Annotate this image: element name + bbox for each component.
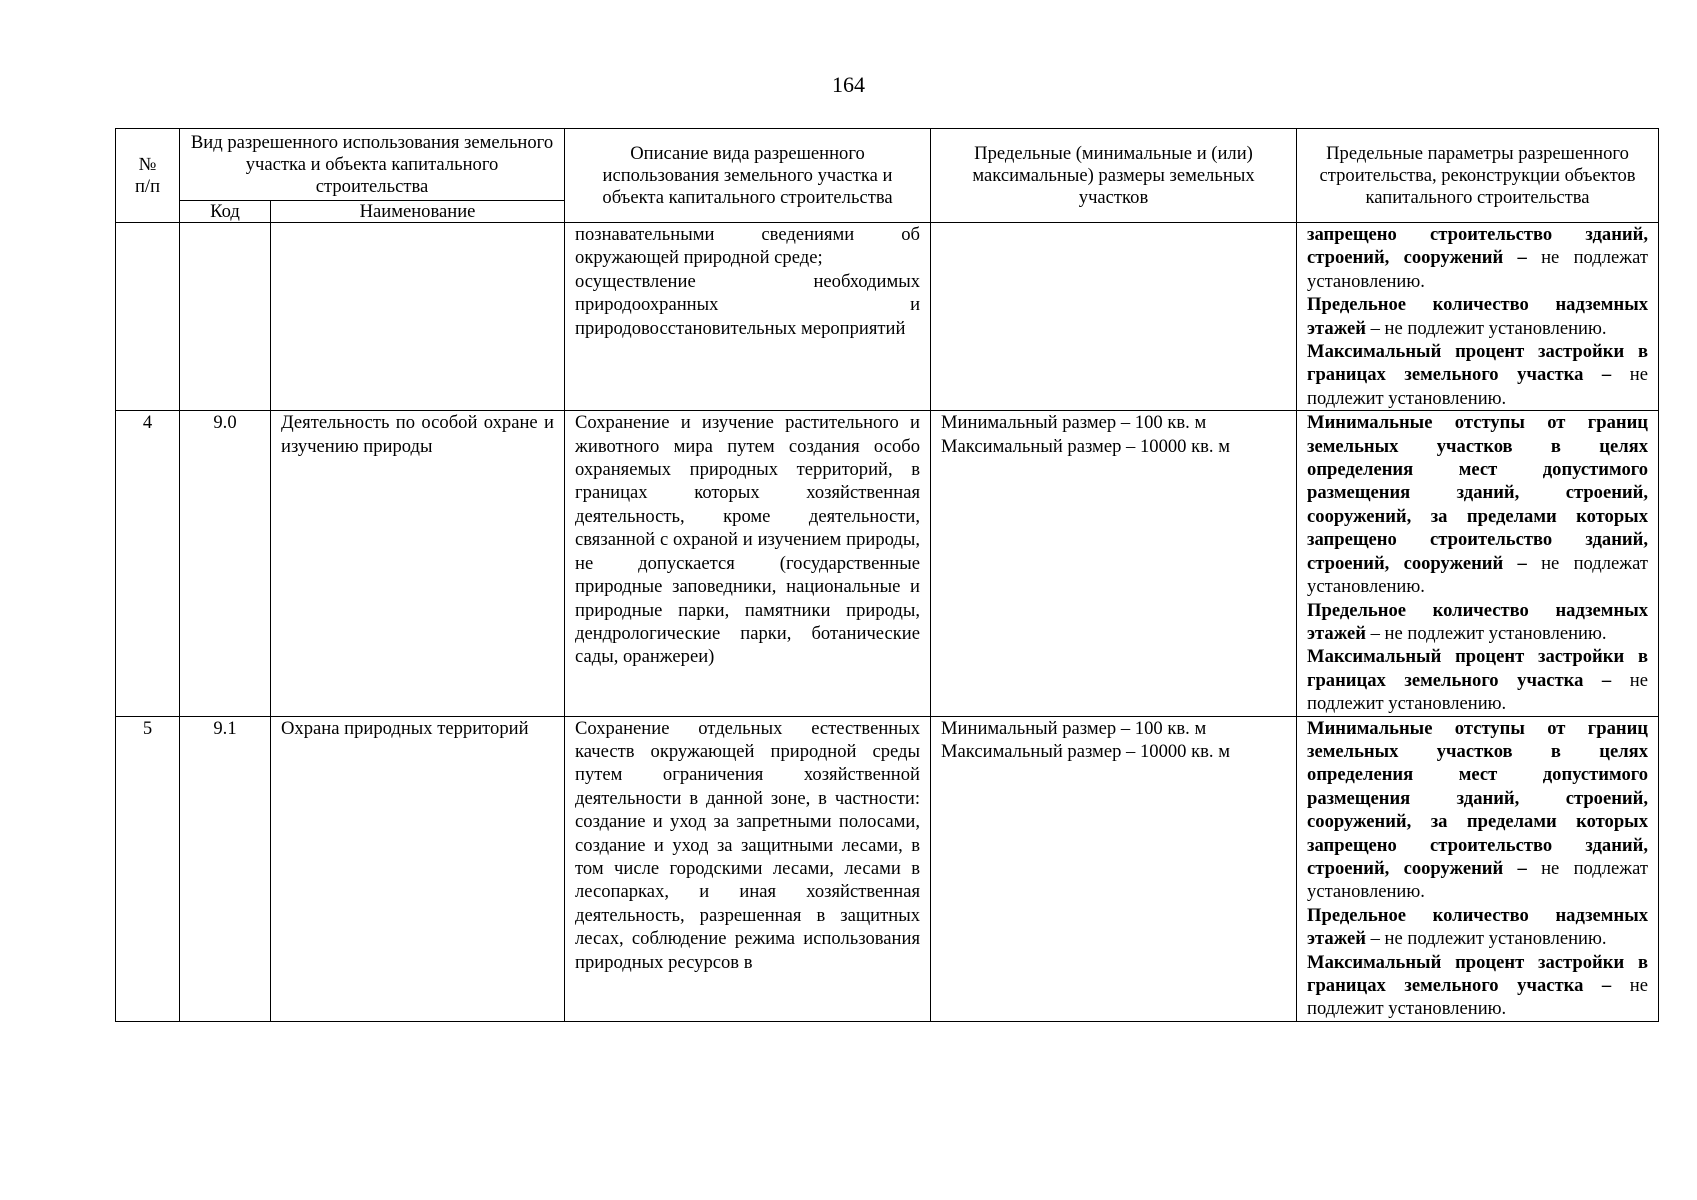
cell-parametry [1297,223,1659,411]
cell-razmery [931,223,1297,411]
cell-num: 5 [116,716,180,1021]
cell-num: 4 [116,411,180,716]
parametr-paragraph [1307,411,1648,598]
opisanie-paragraph: Сохранение отдельных естественных качеств окружающей природной среды путем ограничения хозяйственной деятельности в данной зоне, в частности: создание и уход за запретными полосами, создание и уход за защитными лесами, в том числе городскими лесами, лесами в лесопарках, и иная хозяйственная деятельность, разрешенная в защитных лесах, соблюдение режима использования природных ресурсов в [575,717,921,973]
parametr-normal: не подлежат установлению. [1307,552,1649,598]
parametr-bold: Максимальный процент застройки в границах земельного участка – [1307,341,1649,386]
parametr-normal: не подлежит установлению. [1307,364,1649,409]
parametr-paragraph [1307,904,1648,951]
parametr-paragraph [1307,293,1648,340]
header-razmery: Предельные (минимальные и (или) максимальные) размеры земельных участков [931,129,1297,223]
parametr-bold: Максимальный процент застройки в границах земельного участка – [1307,951,1649,996]
opisanie-paragraph: осуществление необходимых природоохранных и природовосстановительных мероприятий [575,270,921,339]
parametr-normal: не подлежит установлению. [1307,669,1649,715]
cell-kod: 9.1 [180,716,271,1021]
cell-num [116,223,180,411]
parametr-normal: не подлежат установлению. [1307,247,1649,292]
header-kod: Код [180,201,271,223]
parametr-paragraph [1307,717,1648,904]
header-opisanie: Описание вида разрешенного использования земельного участка и объекта капитального строительства [565,129,931,223]
parametr-bold: Максимальный процент застройки в границах земельного участка – [1307,646,1649,691]
parametr-bold: Предельное количество надземных этажей [1307,294,1649,339]
parametr-paragraph [1307,951,1648,1021]
parametr-normal: – не подлежит установлению. [1365,928,1607,950]
parametr-bold: Минимальные отступы от границ земельных участков в целях определения мест допустимого размещения зданий, строений, сооружений, за пределами которых запрещено строительство зданий, строений, сооружений – [1307,412,1649,574]
parametr-normal: – не подлежит установлению. [1365,317,1607,339]
razmer-line: Минимальный размер – 100 кв. м [941,412,1207,434]
cell-kod: 9.0 [180,411,271,716]
table-row [116,411,1659,716]
parametr-paragraph [1307,599,1648,646]
table-body [116,223,1659,1022]
cell-kod [180,223,271,411]
header-num: № п/п [116,129,180,223]
cell-razmery [931,411,1297,716]
parametr-bold: запрещено строительство зданий, строений, сооружений – [1307,224,1649,269]
cell-opisanie [565,411,931,716]
header-vid: Вид разрешенного использования земельного участка и объекта капитального строительства [180,129,565,201]
table-row [116,223,1659,411]
parametr-bold: Минимальные отступы от границ земельных участков в целях определения мест допустимого размещения зданий, строений, сооружений, за пределами которых запрещено строительство зданий, строений, сооружений – [1307,717,1649,879]
razmer-line: Максимальный размер – 10000 кв. м [941,740,1230,762]
parametr-paragraph [1307,223,1648,293]
parametr-paragraph [1307,645,1648,715]
cell-razmery [931,716,1297,1021]
header-naim: Наименование [271,201,565,223]
cell-opisanie [565,716,931,1021]
parametr-normal: не подлежат установлению. [1307,857,1649,903]
cell-opisanie [565,223,931,411]
table-row [116,716,1659,1021]
table-header [116,129,1659,223]
cell-naim [271,223,565,411]
parametr-normal: – не подлежит установлению. [1365,622,1607,644]
header-parametry: Предельные параметры разрешенного строительства, реконструкции объектов капитального строительства [1297,129,1659,223]
cell-parametry [1297,411,1659,716]
parametr-normal: не подлежит установлению. [1307,975,1649,1020]
parametr-paragraph [1307,340,1648,410]
cell-naim: Охрана природных территорий [271,716,565,1021]
opisanie-paragraph: познавательными сведениями об окружающей природной среде; [575,224,921,269]
razmer-line: Максимальный размер – 10000 кв. м [941,435,1230,457]
parametr-bold: Предельное количество надземных этажей [1307,599,1649,644]
opisanie-paragraph: Сохранение и изучение растительного и животного мира путем создания особо охраняемых природных территорий, в границах которых хозяйственная деятельность, кроме деятельности, связанной с охраной и изучением природы, не допускается (государственные природные заповедники, национальные и природные парки, памятники природы, дендрологические парки, ботанические сады, оранжереи) [575,412,921,668]
land-use-table [115,128,1659,1022]
page-number: 164 [832,72,865,97]
cell-parametry [1297,716,1659,1021]
cell-naim: Деятельность по особой охране и изучению природы [271,411,565,716]
razmer-line: Минимальный размер – 100 кв. м [941,717,1207,739]
parametr-bold: Предельное количество надземных этажей [1307,904,1649,950]
